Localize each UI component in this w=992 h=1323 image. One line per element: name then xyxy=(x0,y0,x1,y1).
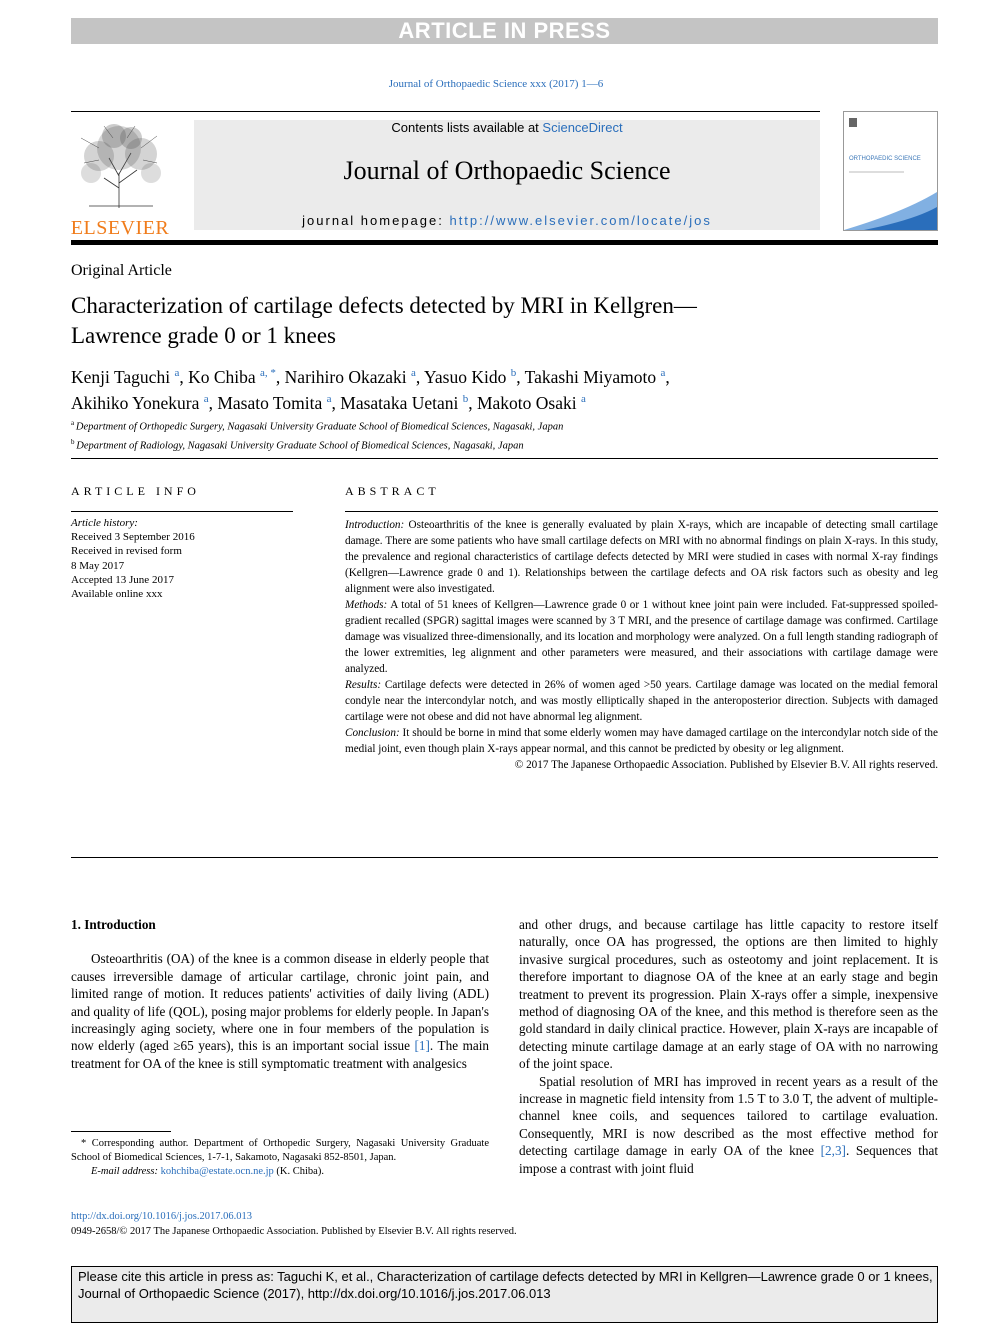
paragraph-text: Osteoarthritis (OA) of the knee is a common disease in elderly people that causes irreversible damage of articular cartilage, chronic joint pain, and limited range of motion. It reduces patients' activities of daily living (ADL) and quality of life (QOL), posing major problems for elderly people. In Japan's increasingly aging society, where one in four members of the population is now elderly (aged ≥65 years), this is an important social issue xyxy=(71,951,489,1054)
history-item: Received in revised form xyxy=(71,545,182,558)
journal-title: Journal of Orthopaedic Science xyxy=(343,156,671,185)
article-title: Characterization of cartilage defects detected by MRI in Kellgren—Lawrence grade 0 or 1 knees xyxy=(71,293,697,348)
article-in-press-banner: ARTICLE IN PRESS xyxy=(71,18,938,44)
abstract-body xyxy=(345,517,938,773)
body-paragraph xyxy=(519,1073,938,1177)
contents-prefix: Contents lists available at xyxy=(391,120,543,135)
abstract-text: It should be borne in mind that some elderly women may have damaged cartilage on the intercondylar notch side of the medial joint, even though plain X-rays appear normal, and this cannot be predicted by obesity or leg alignment. xyxy=(345,727,938,755)
author-affiliation-mark[interactable]: b xyxy=(510,367,517,379)
body-left-column xyxy=(71,916,489,1072)
abstract-conclusion xyxy=(345,725,938,757)
paragraph-text: . The main treatment for OA of the knee is still symptomatic treatment with analgesics xyxy=(71,1038,489,1071)
author-name[interactable]: Kenji Taguchi xyxy=(71,366,175,387)
author-name[interactable]: Takashi Miyamoto xyxy=(524,366,661,387)
abstract-heading: ABSTRACT xyxy=(345,484,440,498)
journal-homepage xyxy=(194,213,820,228)
corresponding-author-footnote xyxy=(71,1137,489,1180)
body-paragraph: and other drugs, and because cartilage has little capacity to restore itself naturally, once OA has progressed, the options are then limited to highly invasive surgical procedures, such as osteotomy and joint replacement. It is therefore important to diagnose OA of the knee at an early stage and begin treatment to prevent its progression. Plain X-rays offer a simple, inexpensive method of diagnosing OA of the knee, and this method is therefore seen as the gold standard in daily clinical practice. However, plain X-rays are incapable of detecting minute cartilage damage at an early stage of OA with no narrowing of the joint space. xyxy=(519,917,938,1072)
affiliation-text: Department of Radiology, Nagasaki University Graduate School of Biomedical Sciences, Nagasaki, Japan xyxy=(76,440,524,451)
publisher-wordmark: ELSEVIER xyxy=(70,217,170,239)
author-name[interactable]: Akihiko Yonekura xyxy=(71,392,204,413)
corresponding-author-text: * Corresponding author. Department of Orthopedic Surgery, Nagasaki University Graduate School of Biomedical Sciences, 1-7-1, Sakamoto, Nagasaki 852-8501, Japan. xyxy=(71,1138,489,1164)
author-affiliation-mark[interactable]: a, * xyxy=(260,367,276,379)
author-affiliation-mark[interactable]: a xyxy=(326,392,332,405)
affiliation-line xyxy=(71,435,771,454)
article-history xyxy=(71,516,293,601)
abstract-rule xyxy=(345,511,938,512)
affiliation-mark: b xyxy=(71,437,77,446)
journal-cover-thumbnail[interactable] xyxy=(843,111,938,231)
abstract-results xyxy=(345,677,938,725)
history-label: Article history: xyxy=(71,517,138,529)
author-name[interactable]: Makoto Osaki xyxy=(476,392,582,413)
cover-graphic xyxy=(844,112,937,230)
abstract-label: Introduction: xyxy=(345,519,405,531)
affiliation-line xyxy=(71,416,771,435)
contents-line xyxy=(194,120,820,135)
history-item: Received 3 September 2016 xyxy=(71,531,195,544)
head-rule xyxy=(71,458,938,459)
article-info-rule xyxy=(71,511,293,512)
author-affiliation-mark[interactable]: a xyxy=(581,392,586,405)
issn-copyright: 0949-2658/© 2017 The Japanese Orthopaedic Association. Published by Elsevier B.V. All rights reserved. xyxy=(71,1226,517,1237)
elsevier-logo[interactable] xyxy=(69,118,175,239)
author-name[interactable]: Masato Tomita xyxy=(217,392,327,413)
email-suffix: (K. Chiba). xyxy=(273,1166,324,1178)
author-name[interactable]: Masataka Uetani xyxy=(340,392,463,413)
author-name[interactable]: Ko Chiba xyxy=(188,366,261,387)
homepage-url-link[interactable]: http://www.elsevier.com/locate/jos xyxy=(449,213,712,228)
author-name[interactable]: Narihiro Okazaki xyxy=(284,366,412,387)
abstract-copyright: © 2017 The Japanese Orthopaedic Association. Published by Elsevier B.V. All rights reserved. xyxy=(514,759,938,771)
article-info-heading: ARTICLE INFO xyxy=(71,484,200,498)
homepage-prefix: journal homepage: xyxy=(302,213,450,228)
author-affiliation-mark[interactable]: a xyxy=(174,367,180,379)
cover-title: ORTHOPAEDIC SCIENCE xyxy=(849,156,921,162)
abstract-label: Conclusion: xyxy=(345,727,400,739)
abstract-label: Results: xyxy=(345,679,382,691)
reference-link[interactable]: [2,3] xyxy=(820,1143,846,1159)
paragraph-text: Spatial resolution of MRI has improved in recent years as a result of the increase in magnetic field intensity from 1.5 T to 3.0 T, the advent of multiple-channel knee coils, and sequences tailored to cartilage evaluation. Consequently, MRI is now described as the most effective method for detecting cartilage damage in early OA of the knee xyxy=(519,1073,938,1159)
author-affiliation-mark[interactable]: b xyxy=(462,392,469,405)
affiliation-mark: a xyxy=(71,419,76,427)
history-item: Available online xxx xyxy=(71,588,163,601)
article-type: Original Article xyxy=(71,262,172,279)
footnote-rule xyxy=(71,1131,171,1132)
section-heading: 1. Introduction xyxy=(71,917,156,932)
author-affiliation-mark[interactable]: a xyxy=(660,367,666,379)
abstract-text: Cartilage defects were detected in 26% of women aged >50 years. Cartilage damage was located on the medial femoral condyle near the intercondylar notch, and was mostly elliptically shaped in the anteroposterior direction. Subjects with damaged cartilage were not obese and did not have abnormal leg alignment. xyxy=(345,679,938,723)
author-name[interactable]: Yasuo Kido xyxy=(424,366,511,387)
abstract-methods xyxy=(345,597,938,677)
elsevier-tree-icon xyxy=(69,118,171,210)
abstract-introduction xyxy=(345,517,938,597)
body-paragraph xyxy=(71,950,489,1072)
history-item: Accepted 13 June 2017 xyxy=(71,573,174,586)
email-line xyxy=(71,1165,489,1179)
paragraph-text: . Sequences that impose a contrast with joint fluid xyxy=(519,1143,939,1176)
affiliations xyxy=(71,416,771,453)
journal-citation-link[interactable]: Journal of Orthopaedic Science xxx (2017) 1—6 xyxy=(388,78,604,90)
affiliation-text: Department of Orthopedic Surgery, Nagasaki University Graduate School of Biomedical Sciences, Nagasaki, Japan xyxy=(75,421,564,433)
abstract-bottom-rule xyxy=(71,857,938,858)
abstract-label: Methods: xyxy=(345,599,388,611)
author-affiliation-mark[interactable]: a xyxy=(411,367,416,379)
author-affiliation-mark[interactable]: a xyxy=(203,392,209,405)
author-list: Kenji Taguchi $^a$, Ko Chiba $^{a, *}$, Narihiro Okazaki $^a$, Yasuo Kido $^b$, Takashi Miyamoto $^a$, Akihiko Yonekura $^a$, Masato Tomita $^a$, Masataka Uetani $^b$, Makoto Osaki $^a$ xyxy=(71,366,670,413)
sciencedirect-link[interactable]: ScienceDirect xyxy=(542,120,623,135)
abstract-text: A total of 51 knees of Kellgren—Lawrence grade 0 or 1 without knee joint pain were included. Fat-suppressed spoiled-gradient recalled (SPGR) sagittal images were scanned by 3 T MRI, and the presence of cartilage damage was confirmed. Cartilage damage was visualized three-dimensionally, and its location and morphology were analyzed. On a full length standing radiograph of the lower extremities, leg alignment and other parameters were measured, and their associations with cartilage damage were analyzed. xyxy=(345,599,938,675)
masthead-top-rule xyxy=(71,111,820,112)
email-label: E-mail address: xyxy=(91,1166,161,1178)
masthead-bottom-rule xyxy=(71,240,938,245)
email-link[interactable]: kohchiba@estate.ocn.ne.jp xyxy=(160,1166,274,1178)
reference-link[interactable]: [1] xyxy=(414,1038,430,1054)
doi-link[interactable]: http://dx.doi.org/10.1016/j.jos.2017.06.013 xyxy=(71,1211,252,1222)
abstract-text: Osteoarthritis of the knee is generally evaluated by plain X-rays, which are incapable of detecting small cartilage damage. There are some patients who have small cartilage defects on MRI with no abnormal findings on plain X-rays. In this study, the prevalence and regional characteristics of cartilage defects detected by MRI were studied in cases with normal X-ray findings (Kellgren—Lawrence grade 0 and 1). Relationships between the cartilage defects and OA risk factors such as obesity and leg alignment were also investigated. xyxy=(345,519,938,595)
history-item: 8 May 2017 xyxy=(71,559,125,572)
body-right-column xyxy=(519,916,938,1177)
citation-text: Please cite this article in press as: Taguchi K, et al., Characterization of cartilage defects detected by MRI in Kellgren—Lawrence grade 0 or 1 knees, Journal of Orthopaedic Science (2017), http://dx.doi.org/10.1016/j.jos.2017.06.013 xyxy=(78,1269,933,1301)
